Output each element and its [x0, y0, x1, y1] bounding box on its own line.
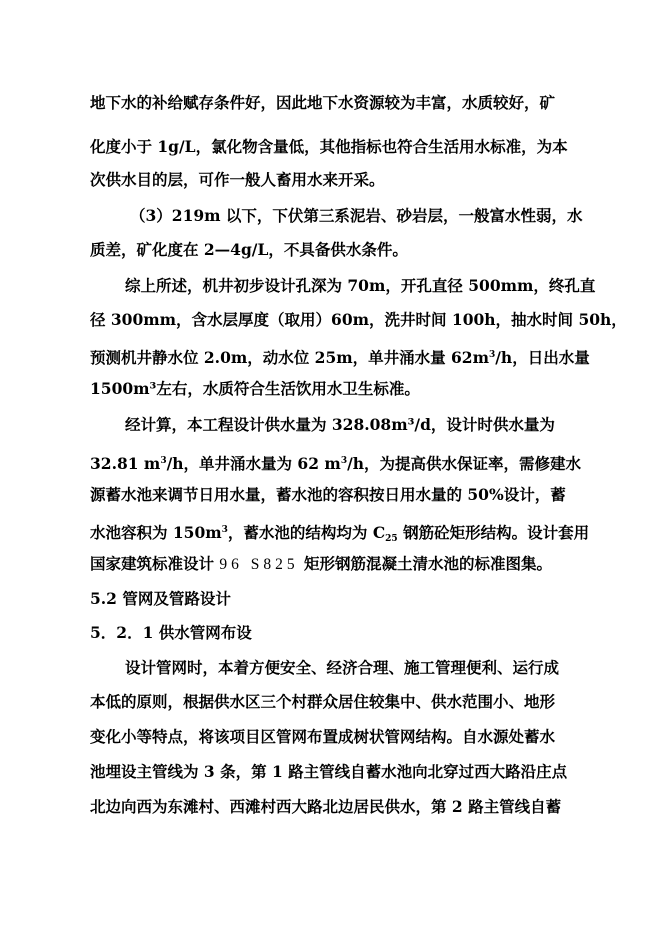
superscript: 3 — [160, 456, 167, 466]
superscript: 3 — [340, 456, 348, 466]
text-line: 1500m³左右，水质符合生活饮用水卫生标准。 — [90, 379, 420, 398]
subscript: 25 — [385, 534, 398, 544]
text-line: （3）219m 以下，下伏第三系泥岩、砂岩层，一般富水性弱，水 — [130, 206, 583, 225]
text-line: 经计算，本工程设计供水量为 328.08m³/d，设计时供水量为 — [125, 415, 555, 434]
text-line — [90, 554, 662, 574]
text-line: 池埋设主管线为 3 条，第 1 路主管线自蓄水池向北穿过西大路沿庄点 — [90, 762, 568, 781]
text-run: 预测机井静水位 2.0m，动水位 25m，单井涌水量 62m — [90, 348, 489, 367]
standard-code: 96 S825 — [219, 556, 299, 573]
text-run: 国家建筑标准设计 — [90, 554, 220, 573]
text-line: 径 300mm，含水层厚度（取用）60m，洗井时间 100h，抽水时间 50h， — [90, 310, 627, 329]
subsection-heading: 5．2．1 供水管网布设 — [90, 623, 252, 642]
text-line: 质差，矿化度在 2—4g/L，不具备供水条件。 — [90, 240, 408, 259]
section-heading: 5.2 管网及管路设计 — [90, 589, 231, 608]
text-line: 北边向西为东滩村、西滩村西大路北边居民供水，第 2 路主管线自蓄 — [90, 797, 562, 816]
text-line — [90, 451, 662, 471]
text-line: 本低的原则，根据供水区三个村群众居住较集中、供水范围小、地形 — [90, 692, 556, 711]
text-run: 32.81 m — [90, 454, 161, 473]
superscript: 3 — [221, 525, 228, 535]
text-run: 钢筋砼矩形结构。设计套用 — [397, 523, 590, 542]
text-run: /h，为提高供水保证率，需修建水 — [347, 454, 582, 473]
text-line: 源蓄水池来调节日用水量，蓄水池的容积按日用水量的 50%设计，蓄 — [90, 485, 566, 504]
text-line: 化度小于 1g/L，氯化物含量低，其他指标也符合生活用水标准，为本 — [90, 137, 568, 156]
text-run: ，蓄水池的结构均为 C — [227, 523, 386, 542]
text-run: /h，单井涌水量为 62 m — [166, 454, 341, 473]
superscript: 3 — [489, 350, 496, 360]
text-line: 变化小等特点，将该项目区管网布置成树状管网结构。自水源处蓄水 — [90, 727, 556, 746]
text-line: 地下水的补给赋存条件好，因此地下水资源较为丰富，水质较好，矿 — [90, 93, 556, 112]
text-line: 综上所述，机井初步设计孔深为 70m，开孔直径 500mm，终孔直 — [125, 276, 596, 295]
text-run: 水池容积为 150m — [90, 523, 222, 542]
text-line — [90, 345, 662, 365]
text-line: 次供水目的层，可作一般人畜用水来开采。 — [90, 170, 385, 189]
text-run: 矩形钢筋混凝土清水池的标准图集。 — [298, 554, 553, 573]
text-line — [90, 520, 662, 544]
text-run: /h，日出水量 — [495, 348, 590, 367]
text-line: 设计管网时，本着方便安全、经济合理、施工管理便利、运行成 — [125, 658, 560, 677]
